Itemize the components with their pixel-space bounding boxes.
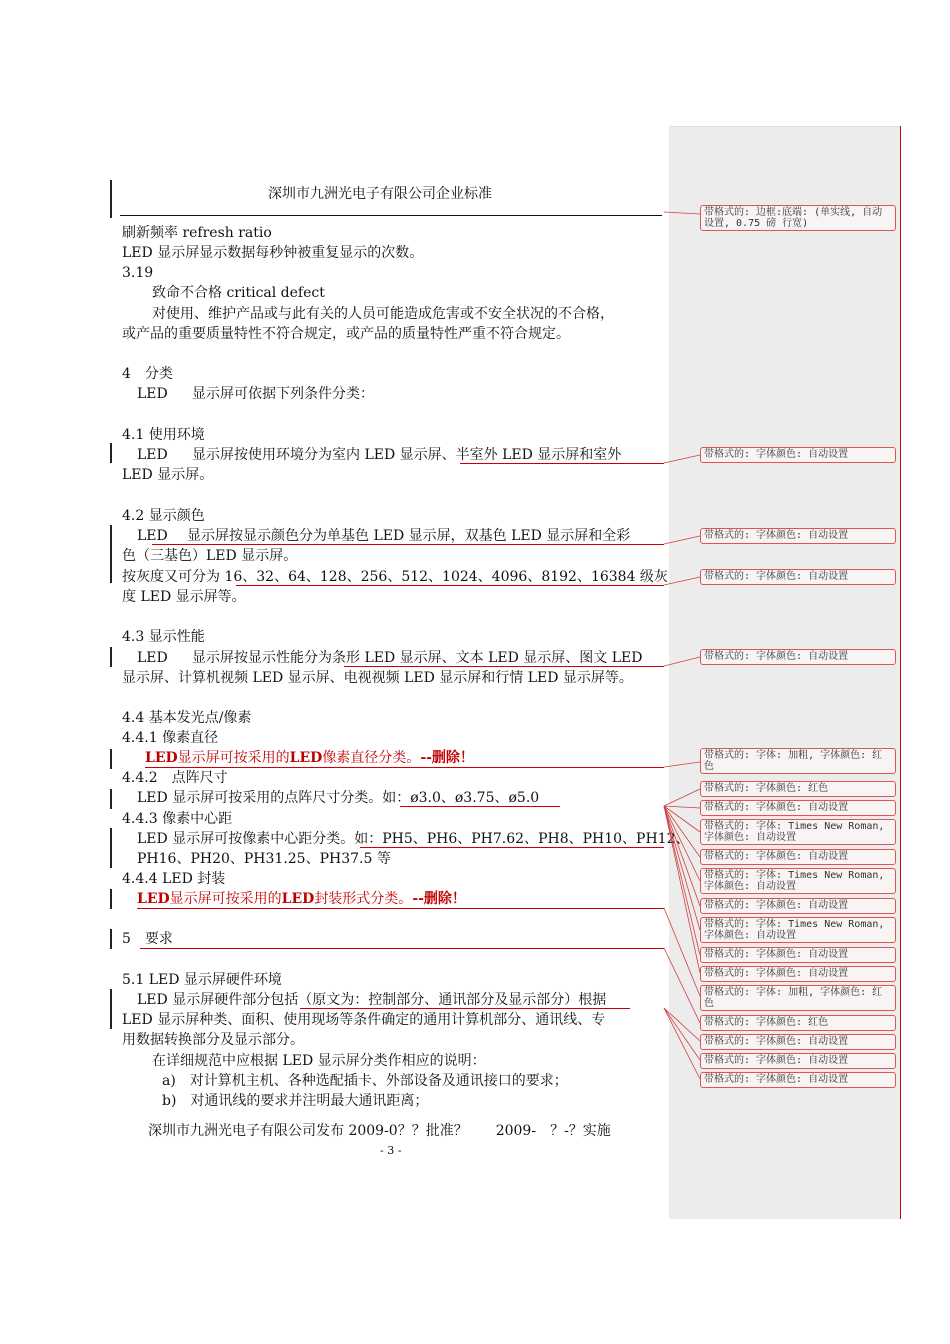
deleted-text-2: 像素直径分类。 [322,750,421,766]
revision-underline-5-1 [300,1008,630,1009]
critical-defect-definition-2: 或产品的重要质量特性不符合规定，或产品的质量特性严重不符合规定。 [122,326,570,342]
change-bar-4-1 [110,443,112,463]
section-4-1-led: LED [137,447,168,463]
section-4-1-text-2: LED 显示屏。 [122,467,214,483]
comment-pane-border [900,126,901,1219]
change-bar-4-4-1 [110,749,112,769]
revision-underline-4-1 [460,463,664,464]
comment-balloon-7[interactable]: 带格式的: 字体颜色: 红色 [700,781,896,797]
deleted-led-1: LED [145,750,178,766]
deleted-text-1: 显示屏可按采用的 [177,750,290,766]
footer-publish-line: 深圳市九洲光电子有限公司发布 2009-0？？批准？ 2009- ？-？实施 [148,1123,611,1139]
comment-balloon-18[interactable]: 带格式的: 字体颜色: 自动设置 [700,1034,896,1050]
deleted-marker-2: --删除！ [412,891,466,907]
section-5-1-text-3: 用数据转换部分及显示部分。 [122,1032,304,1048]
section-4-4-3-heading: 4.4.3 像素中心距 [122,811,233,827]
comment-balloon-4[interactable]: 带格式的: 字体颜色: 自动设置 [700,569,896,585]
comment-balloon-12[interactable]: 带格式的: 字体颜色: 自动设置 [700,898,896,914]
section-4-4-2-text: LED 显示屏可按采用的点阵尺寸分类。如：ø3.0、ø3.75、ø5.0 [137,790,540,806]
comment-balloon-14[interactable]: 带格式的: 字体颜色: 自动设置 [700,947,896,963]
comment-balloon-15[interactable]: 带格式的: 字体颜色: 自动设置 [700,966,896,982]
deleted-marker: --删除！ [420,750,474,766]
revision-underline-4-4-4 [137,908,664,909]
section-5-heading: 5 要求 [122,931,173,947]
comment-balloon-19[interactable]: 带格式的: 字体颜色: 自动设置 [700,1053,896,1069]
revision-underline-4-2b [236,585,664,586]
change-bar-header [110,180,112,218]
comment-balloon-8[interactable]: 带格式的: 字体颜色: 自动设置 [700,800,896,816]
comment-balloon-6[interactable]: 带格式的: 字体: 加粗, 字体颜色: 红色 [700,748,896,774]
section-4-heading: 4 分类 [122,366,173,382]
section-5-1-text-4: 在详细规范中应根据 LED 显示屏分类作相应的说明： [152,1053,486,1069]
comment-balloon-9[interactable]: 带格式的: 字体: Times New Roman, 字体颜色: 自动设置 [700,819,896,845]
section-4-2-led: LED [137,528,168,544]
section-4-1-text: 显示屏按使用环境分为室内 LED 显示屏、半室外 LED 显示屏和室外 [192,447,622,463]
section-4-2-grayscale-2: 度 LED 显示屏等。 [122,589,246,605]
comment-balloon-11[interactable]: 带格式的: 字体: Times New Roman, 字体颜色: 自动设置 [700,868,896,894]
comment-balloon-16[interactable]: 带格式的: 字体: 加粗, 字体颜色: 红色 [700,985,896,1011]
section-5-1-heading: 5.1 LED 显示屏硬件环境 [122,972,282,988]
section-4-4-2-heading: 4.4.2 点阵尺寸 [122,770,228,786]
revision-underline-4-4-1 [145,767,664,768]
change-bar-4-3 [110,647,112,667]
change-bar-5 [110,929,112,949]
comment-balloon-1[interactable]: 带格式的: 边框:底端: (单实线, 自动设置, 0.75 磅 行宽) [700,205,896,231]
term-critical-defect: 致命不合格 critical defect [152,285,325,301]
critical-defect-definition-1: 对使用、维护产品或与此有关的人员可能造成危害或不安全状况的不合格， [152,306,614,322]
deleted-led-2: LED [289,750,323,766]
deleted-led-3: LED [137,891,170,907]
comment-balloon-13[interactable]: 带格式的: 字体: Times New Roman, 字体颜色: 自动设置 [700,917,896,943]
change-bar-4-4-4 [110,889,112,909]
section-4-4-4-deleted-text [137,890,466,908]
section-4-1-heading: 4.1 使用环境 [122,427,205,443]
section-4-2-text-2: 色（三基色）LED 显示屏。 [122,548,298,564]
revision-underline-4-3 [344,666,664,667]
comment-balloon-17[interactable]: 带格式的: 字体颜色: 红色 [700,1015,896,1031]
section-4-intro: 显示屏可依据下列条件分类： [192,386,374,402]
section-4-4-1-deleted-text [145,749,474,767]
list-item-a: a) 对计算机主机、各种选配插卡、外部设备及通讯接口的要求； [162,1073,568,1089]
deleted-text-3: 显示屏可按采用的 [169,891,282,907]
clause-number-3-19: 3.19 [122,265,154,281]
section-4-4-1-heading: 4.4.1 像素直径 [122,730,219,746]
section-4-4-3-text-2: PH16、PH20、PH31.25、PH37.5 等 [137,851,391,867]
section-4-2-heading: 4.2 显示颜色 [122,508,205,524]
section-4-2-grayscale: 按灰度又可分为 16、32、64、128、256、512、1024、4096、8192、16384 级灰 [122,569,668,585]
comment-balloon-20[interactable]: 带格式的: 字体颜色: 自动设置 [700,1072,896,1088]
comment-pane-top-edge [669,126,901,127]
term-refresh-definition: LED 显示屏显示数据每秒钟被重复显示的次数。 [122,245,424,261]
header-title: 深圳市九洲光电子有限公司企业标准 [268,186,492,202]
comment-balloon-5[interactable]: 带格式的: 字体颜色: 自动设置 [700,649,896,665]
deleted-text-4: 封装形式分类。 [314,891,413,907]
change-bar-4-4-3 [110,828,112,868]
list-item-b: b) 对通讯线的要求并注明最大通讯距离； [162,1093,429,1109]
section-4-3-text-2: 显示屏、计算机视频 LED 显示屏、电视视频 LED 显示屏和行情 LED 显示屏等。 [122,670,633,686]
section-4-2-text: 显示屏按显示颜色分为单基色 LED 显示屏，双基色 LED 显示屏和全彩 [187,528,631,544]
section-5-1-text-1: LED 显示屏硬件部分包括（原文为：控制部分、通讯部分及显示部分）根据 [137,992,607,1008]
revision-underline-5 [140,948,664,949]
section-4-4-4-heading: 4.4.4 LED 封装 [122,871,226,887]
comment-balloon-2[interactable]: 带格式的: 字体颜色: 自动设置 [700,447,896,463]
comment-balloon-10[interactable]: 带格式的: 字体颜色: 自动设置 [700,849,896,865]
section-5-1-text-2: LED 显示屏种类、面积、使用现场等条件确定的通用计算机部分、通讯线、专 [122,1012,606,1028]
term-refresh-ratio: 刷新频率 refresh ratio [122,225,272,241]
section-4-3-heading: 4.3 显示性能 [122,629,205,645]
comment-balloon-3[interactable]: 带格式的: 字体颜色: 自动设置 [700,528,896,544]
deleted-led-4: LED [281,891,315,907]
section-4-4-heading: 4.4 基本发光点/像素 [122,710,252,726]
revision-underline-4-4-3 [360,847,664,848]
footer-page-number: - 3 - [380,1144,402,1157]
section-4-4-3-text: LED 显示屏可按像素中心距分类。如：PH5、PH6、PH7.62、PH8、PH10、PH12、 [137,831,690,847]
header-rule [120,215,662,216]
change-bar-4-2 [110,525,112,583]
section-4-3-text: 显示屏按显示性能分为条形 LED 显示屏、文本 LED 显示屏、图文 LED [192,650,643,666]
revision-underline-4-2a [152,544,664,545]
change-bar-4-4-2 [110,789,112,809]
change-bar-5-1 [110,989,112,1029]
revision-underline-4-4-2 [400,806,560,807]
section-4-led: LED [137,386,168,402]
section-4-3-led: LED [137,650,168,666]
